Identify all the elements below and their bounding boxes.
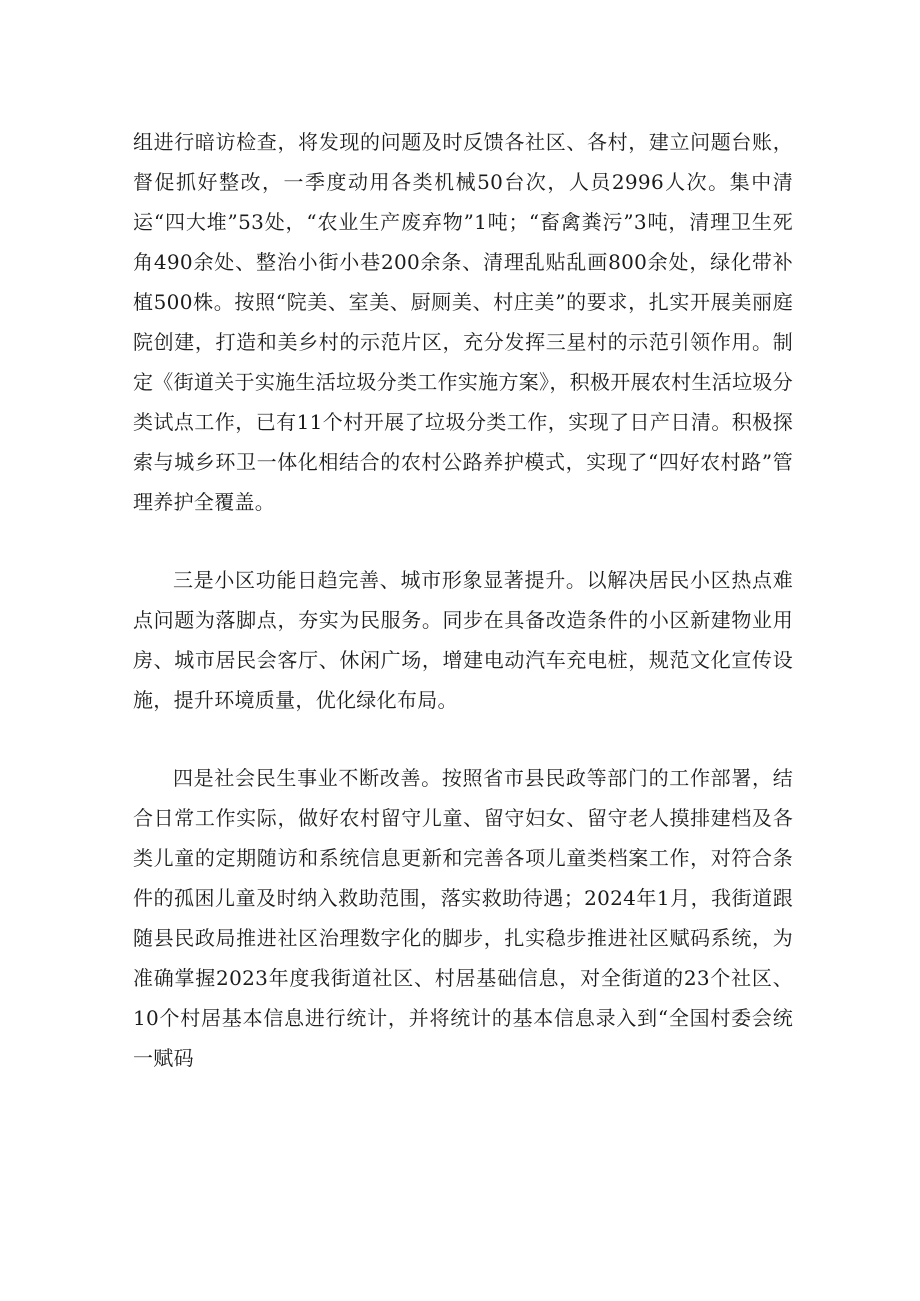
document-body xyxy=(133,122,793,1078)
paragraph-community-function: 三是小区功能日趋完善、城市形象显著提升。以解决居民小区热点难点问题为落脚点，夯实为民服务。同步在具备改造条件的小区新建物业用房、城市居民会客厅、休闲广场，增建电动汽车充电桩，规范文化宣传设施，提升环境质量，优化绿化布局。 xyxy=(133,568,793,712)
paragraph-environment: 组进行暗访检查，将发现的问题及时反馈各社区、各村，建立问题台账，督促抓好整改，一季度动用各类机械50台次，人员2996人次。集中清运“四大堆”53处，“农业生产废弃物”1吨；“畜禽粪污”3吨，清理卫生死角490余处、整治小街小巷200余条、清理乱贴乱画800余处，绿化带补植500株。按照“院美、室美、厨厕美、村庄美”的要求，扎实开展美丽庭院创建，打造和美乡村的示范片区，充分发挥三星村的示范引领作用。制定《街道关于实施生活垃圾分类工作实施方案》，积极开展农村生活垃圾分类试点工作，已有11个村开展了垃圾分类工作，实现了日产日清。积极探索与城乡环卫一体化相结合的农村公路养护模式，实现了“四好农村路”管理养护全覆盖。 xyxy=(133,130,793,514)
paragraph-social-welfare: 四是社会民生事业不断改善。按照省市县民政等部门的工作部署，结合日常工作实际，做好农村留守儿童、留守妇女、留守老人摸排建档及各类儿童的定期随访和系统信息更新和完善各项儿童类档案工作，对符合条件的孤困儿童及时纳入救助范围，落实救助待遇；2024年1月，我街道跟随县民政局推进社区治理数字化的脚步，扎实稳步推进社区赋码系统，为准确掌握2023年度我街道社区、村居基础信息，对全街道的23个社区、10个村居基本信息进行统计，并将统计的基本信息录入到“全国村委会统一赋码 xyxy=(133,766,793,1070)
